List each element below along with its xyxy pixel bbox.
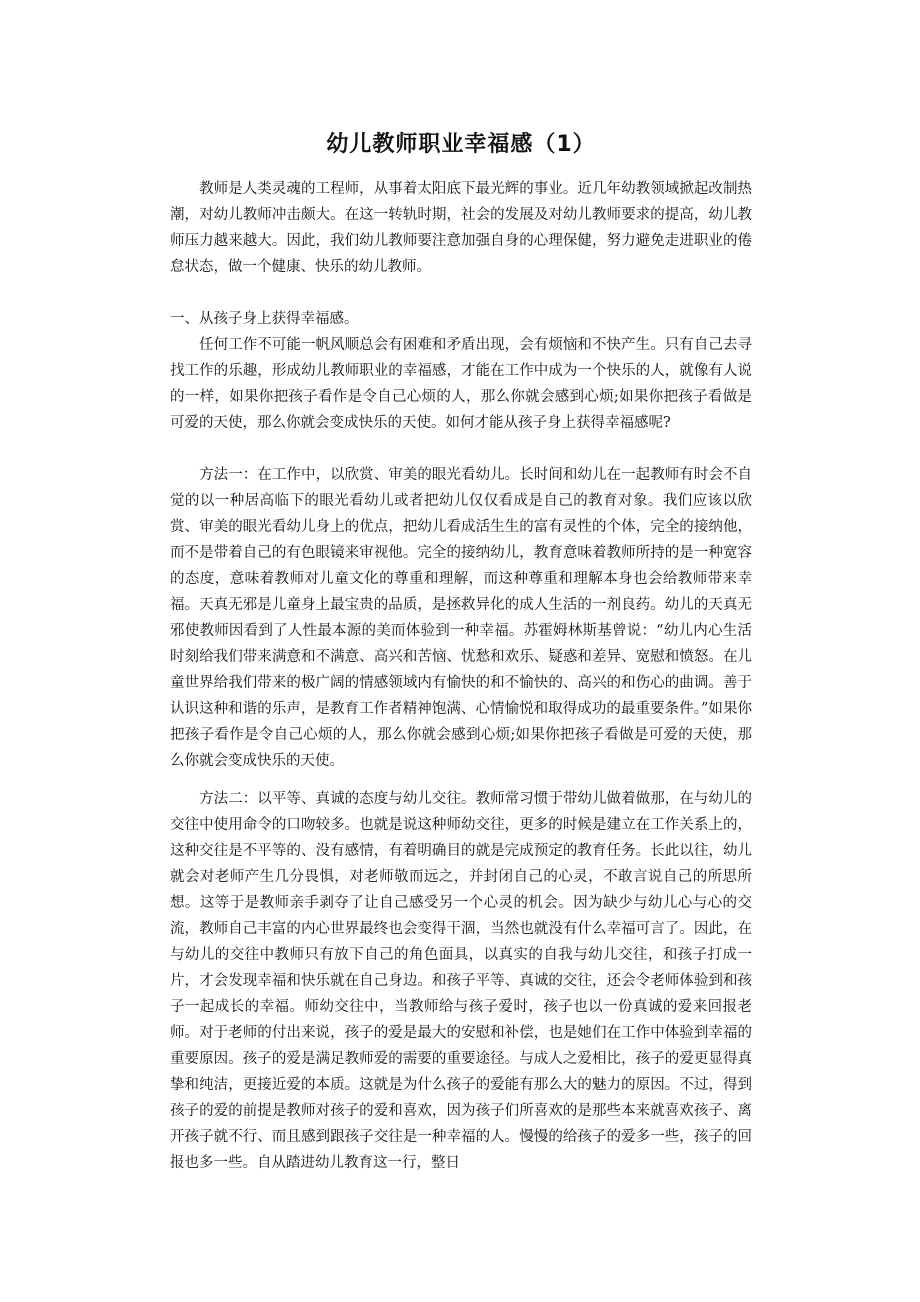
document-title: 幼儿教师职业幸福感（1） [326, 132, 596, 157]
method-two-paragraph: 方法二：以平等、真诚的态度与幼儿交往。教师常习惯于带幼儿做着做那，在与幼儿的交往中使用命令的口吻较多。也就是说这种师幼交往，更多的时候是建立在工作关系上的，这种交往是不平等的、没有感情，有着明确目的就是完成预定的教育任务。长此以往，幼儿就会对老师产生几分畏惧，对老师敬而远之，并封闭自己的心灵，不敢言说自己的所思所想。这等于是教师亲手剥夺了让自己感受另一个心灵的机会。因为缺少与幼儿心与心的交流，教师自己丰富的内心世界最终也会变得干涸，当然也就没有什么幸福可言了。因此，在与幼儿的交往中教师只有放下自己的角色面具，以真实的自我与幼儿交往，和孩子打成一片，才会发现幸福和快乐就在自己身边。和孩子平等、真诚的交往，还会令老师体验到和孩子一起成长的幸福。师幼交往中，当教师给与孩子爱时，孩子也以一份真诚的爱来回报老师。对于老师的付出来说，孩子的爱是最大的安慰和补偿，也是她们在工作中体验到幸福的重要原因。孩子的爱是满足教师爱的需要的重要途径。与成人之爱相比，孩子的爱更显得真挚和纯洁，更接近爱的本质。这就是为什么孩子的爱能有那么大的魅力的原因。不过，得到孩子的爱的前提是教师对孩子的爱和喜欢，因为孩子们所喜欢的是那些本来就喜欢孩子、离开孩子就不行、而且感到跟孩子交往是一种幸福的人。慢慢的给孩子的爱多一些，孩子的回报也多一些。自从踏进幼儿教育这一行，整日 [170, 791, 752, 1171]
intro-paragraph: 教师是人类灵魂的工程师，从事着太阳底下最光辉的事业。近几年幼教领域掀起改制热潮，对幼儿教师冲击颇大。在这一转轨时期，社会的发展及对幼儿教师要求的提高，幼儿教师压力越来越大。因此，我们幼儿教师要注意加强自身的心理保健，努力避免走进职业的倦怠状态，做一个健康、快乐的幼儿教师。 [170, 181, 752, 275]
section-heading: 一、从孩子身上获得幸福感。 [170, 311, 359, 327]
section-paragraph: 任何工作不可能一帆风顺总会有困难和矛盾出现，会有烦恼和不快产生。只有自己去寻找工作的乐趣，形成幼儿教师职业的幸福感，才能在工作中成为一个快乐的人，就像有人说的一样，如果你把孩子看作是令自己心烦的人，那么你就会感到心烦;如果你把孩子看做是可爱的天使，那么你就会变成快乐的天使。如何才能从孩子身上获得幸福感呢? [170, 337, 752, 431]
document-content [170, 128, 752, 1176]
method-one-paragraph: 方法一：在工作中，以欣赏、审美的眼光看幼儿。长时间和幼儿在一起教师有时会不自觉的以一种居高临下的眼光看幼儿或者把幼儿仅仅看成是自己的教育对象。我们应该以欣赏、审美的眼光看幼儿身上的优点，把幼儿看成活生生的富有灵性的个体，完全的接纳他，而不是带着自己的有色眼镜来审视他。完全的接纳幼儿，教育意味着教师所持的是一种宽容的态度，意味着教师对儿童文化的尊重和理解，而这种尊重和理解本身也会给教师带来幸福。天真无邪是儿童身上最宝贵的品质，是拯救异化的成人生活的一剂良药。幼儿的天真无邪使教师因看到了人性最本源的美而体验到一种幸福。苏霍姆林斯基曾说：“幼儿内心生活时刻给我们带来满意和不满意、高兴和苦恼、忧愁和欢乐、疑惑和差异、宽慰和愤怒。在儿童世界给我们带来的极广阔的情感领域内有愉快的和不愉快的、高兴的和伤心的曲调。善于认识这种和谐的乐声，是教育工作者精神饱满、心情愉悦和取得成功的最重要条件。”如果你把孩子看作是令自己心烦的人，那么你就会感到心烦;如果你把孩子看做是可爱的天使，那么你就会变成快乐的天使。 [170, 467, 752, 769]
